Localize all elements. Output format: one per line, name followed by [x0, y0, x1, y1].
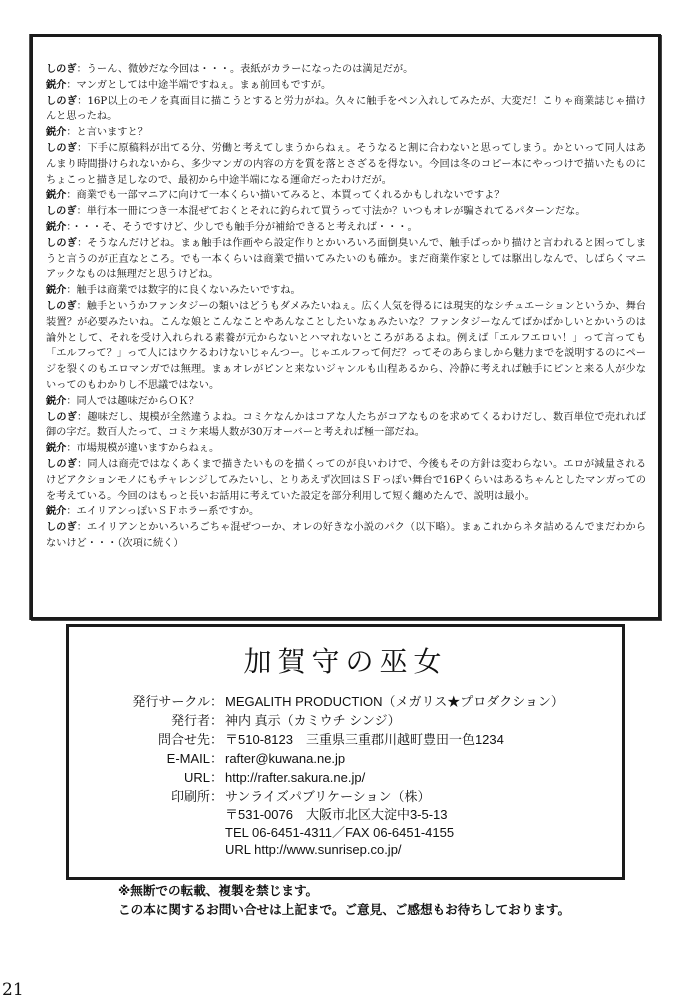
colophon-key: 問合せ先：	[157, 732, 223, 747]
speaker: しのぎ	[46, 410, 78, 423]
dialogue-line	[46, 299, 646, 394]
dialogue-line	[46, 62, 646, 78]
line-text: ：そうなんだけどね。まぁ触手は作画やら設定作りとかいろいろ面倒臭いんで、触手ばっかり描けと言われると困ってしまうと言うのが正直なところ。でも一本くらいは商業で描いてみたいのも確か。まだ商業作家としては駆出しなんで、しばらくマニアックなものは無理だと思うけどね。	[46, 237, 647, 281]
dialogue-line	[46, 78, 646, 94]
colophon-row-circle	[105, 692, 625, 711]
speaker: 鋭介	[46, 78, 67, 91]
dialogue-line	[46, 188, 646, 204]
speaker: 鋭介	[46, 442, 67, 455]
speaker: しのぎ	[46, 299, 77, 312]
speaker: しのぎ	[46, 236, 78, 249]
colophon-value: MEGALITH PRODUCTION（メガリス★プロダクション）	[225, 694, 564, 709]
page-number: 21	[2, 980, 24, 1000]
dialogue-line	[46, 94, 646, 126]
speaker: 鋭介	[46, 126, 67, 139]
dialogue-line	[46, 283, 646, 299]
copyright-notice	[118, 881, 570, 919]
line-text: ：趣味だし、規模が全然違うよね。コミケなんかはコアな人たちがコアなものを求めてくるわけだし、数百単位で売れれば御の字だ。数百人たって、コミケ来場人数が30万オーバーと考えれば極一部だね。	[46, 411, 646, 439]
dialogue-line	[46, 125, 646, 141]
line-text: ：エイリアンとかいろいろごちゃ混ぜつーか、オレの好きな小説のパク（以下略）。まぁこれからネタ詰めるんでまだわからないけど・・・（次項に続く）	[46, 522, 646, 549]
colophon-key: 発行サークル：	[132, 694, 223, 709]
dialogue	[46, 62, 646, 552]
dialogue-line	[46, 394, 646, 410]
speaker: 鋭介	[46, 394, 67, 407]
speaker: 鋭介	[46, 189, 67, 202]
colophon-row-printer	[105, 787, 625, 806]
dialogue-line	[46, 441, 646, 457]
speaker: 鋭介	[46, 284, 67, 297]
line-text: ：同人は商売ではなくあくまで描きたいものを描くってのが良いわけで、今後もその方針は変わらない。エロが減量されるけどアクションモノにもチャレンジしてみたいし、とりあえず次回はＳＦっぽい舞台で16Pくらいはあるちゃんとしたマンガってのを考えている。今回のはもっと長いお話用に考えていた設定を部分利用して短く纏めたんで、説明は最小。	[46, 458, 647, 502]
speaker: 鋭介	[46, 220, 67, 233]
line-text: ：触手というかファンタジーの類いはどうもダメみたいねぇ。広く人気を得るには現実的なシチュエーションというか、舞台装置？が必要みたいね。こんな娘とこんなことやあんなことしたいなぁみたいな？ファンタジーなんてばかばかしいとかいうのは論外として、それを受け入れられる素養が元からないとハマれないところがあるよね。例えば「エルフエロい！」って言っても「エルフって？」って人にはウケるわけないじゃんつー。じゃエルフって何だ？ってそのあらましから魅力までを説明するのにページを裂くのもエロマンガでは無理。まぁオレがピンと来ないジャンルも山程あるから、冷静に考えれば触手にピンと来る人が少ないってのもわかりし不思議ではない。	[46, 300, 646, 391]
colophon-row-contact	[105, 730, 625, 749]
dialogue-line	[46, 141, 646, 188]
colophon	[105, 692, 625, 859]
colophon-key: E-MAIL：	[166, 751, 223, 766]
printer-url: URL http://www.sunrisep.co.jp/	[225, 842, 402, 858]
colophon-key: 発行者：	[170, 713, 223, 728]
dialogue-line	[46, 204, 646, 220]
colophon-value: 〒510-8123 三重県三重郡川越町豊田一色1234	[225, 732, 504, 747]
colophon-row-email	[105, 749, 625, 768]
line-text: ：マンガとしては中途半端ですねぇ。まぁ前回もですが。	[66, 79, 332, 91]
speaker: しのぎ	[46, 521, 77, 534]
colophon-value: サンライズパブリケーション（株）	[225, 789, 431, 804]
line-text: ：うーん、微妙だな今回は・・・。表紙がカラーになったのは満足だが。	[76, 64, 414, 75]
speaker: しのぎ	[46, 94, 78, 107]
line-text: ：商業でも一部マニアに向けて一本くらい描いてみると、本買ってくれるかもしれないですよ？	[66, 190, 505, 202]
line-text: ：と言いますと？	[66, 127, 148, 139]
line-text: ：エイリアンっぽいＳＦホラー系ですか。	[66, 506, 260, 518]
dialogue-line	[46, 504, 646, 520]
speaker: しのぎ	[46, 141, 78, 154]
line-text: ：市場規模が違いますからねぇ。	[66, 443, 220, 455]
colophon-key: 印刷所：	[170, 789, 223, 804]
colophon-row-url	[105, 768, 625, 787]
dialogue-line	[46, 236, 646, 283]
printer-phone: TEL 06-6451-4311／FAX 06-6451-4155	[225, 824, 455, 840]
colophon-row-publisher	[105, 711, 625, 730]
speaker: 鋭介	[46, 505, 67, 518]
line-text: ：・・・そ、そうですけど、少しでも触手分が補給できると考えれば・・・。	[66, 221, 418, 233]
book-title: 加賀守の巫女	[243, 645, 448, 678]
notice-line: ※無断での転載、複製を禁じます。	[118, 883, 319, 898]
dialogue-line	[46, 457, 646, 504]
colophon-value: rafter@kuwana.ne.jp	[225, 751, 346, 766]
line-text: ：単行本一冊につき一本混ぜておくとそれに釣られて買うって寸法か？いつもオレが騙されてるパターンだな。	[76, 206, 586, 218]
line-text: ：触手は商業では数字的に良くないみたいですね。	[66, 285, 301, 297]
speaker: しのぎ	[46, 205, 77, 218]
colophon-value: http://rafter.sakura.ne.jp/	[225, 770, 366, 785]
dialogue-line	[46, 520, 646, 552]
dialogue-line	[46, 220, 646, 236]
dialogue-line	[46, 410, 646, 442]
printer-address: 〒531-0076 大阪市北区大淀中3-5-13	[225, 807, 448, 822]
speaker: しのぎ	[46, 457, 78, 470]
line-text: ：16P以上のモノを真面目に描こうとすると労力がね。久々に触手をペン入れしてみたが、大変だ！こりゃ商業誌じゃ描けんと思ったね。	[46, 95, 646, 123]
colophon-value: 神内 真示（カミウチ シンジ）	[225, 713, 401, 728]
speaker: しのぎ	[46, 63, 77, 75]
colophon-key: URL：	[183, 770, 223, 785]
notice-line: この本に関するお問い合せは上記まで。ご意見、ご感想もお待ちしております。	[118, 902, 571, 917]
line-text: ：同人では趣味だからＯＫ？	[66, 395, 199, 407]
line-text: ：下手に原稿料が出てる分、労働と考えてしまうからねぇ。そうなると割に合わないと思ってしまう。かといって同人はあんまり時間掛けられないから、多少マンガの内容の方を質を落とさざるを得ない。今回は冬のコピー本にやっつけで描いたものにちょこっと描き足しなので、最初から中途半端になる運命だったわけだが。	[46, 142, 646, 186]
